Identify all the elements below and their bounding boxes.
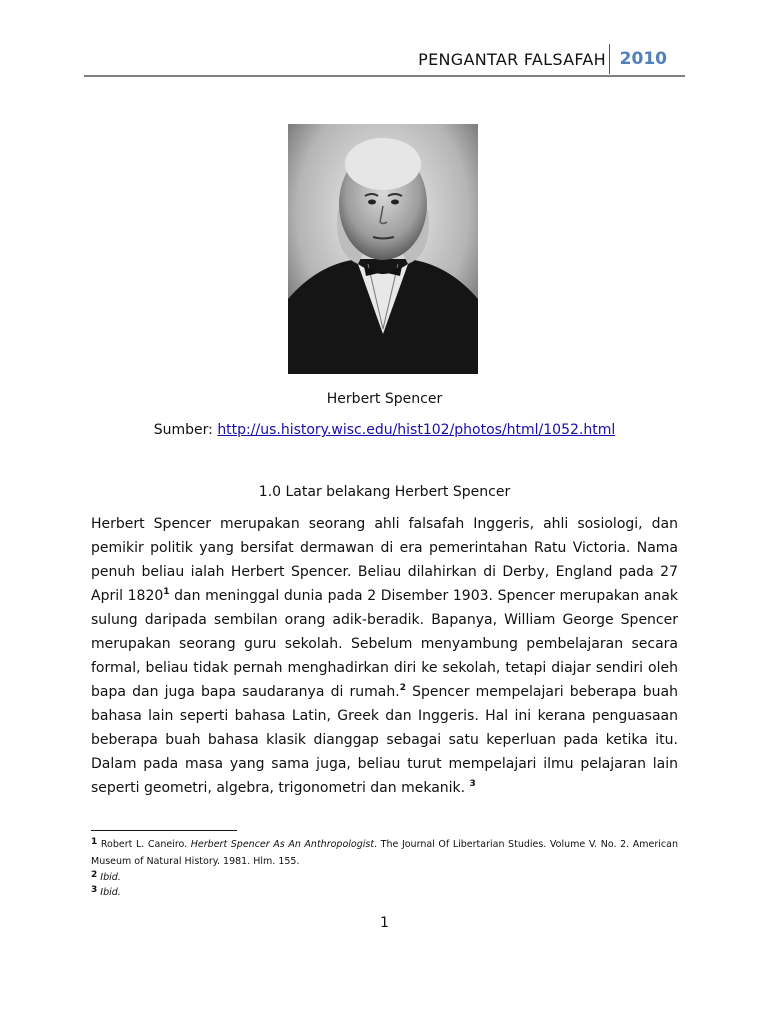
footnote-1 (91, 836, 678, 870)
footnote-separator (91, 830, 237, 831)
footnote-2 (91, 870, 678, 885)
page-number: 1 (380, 915, 389, 931)
footnote-1-number: 1 (91, 837, 98, 847)
body-text-part-3: Spencer mempelajari beberapa buah bahasa lain seperti bahasa Latin, Greek dan Inggeris. Hal ini kerana penguasaan beberapa buah bahasa klasik dianggap sebagai satu keperluan pada ketika itu. Dalam pada masa yang sama juga, beliau turut mempelajari ilmu pelajaran lain seperti geometri, algebra, trigonometri dan mekanik. (91, 684, 678, 796)
footnote-3-number: 3 (91, 885, 98, 895)
portrait-illustration (288, 124, 478, 374)
section-heading: 1.0 Latar belakang Herbert Spencer (258, 484, 511, 500)
footnote-2-number: 2 (91, 870, 98, 880)
footnote-ref-3[interactable]: 3 (469, 779, 476, 789)
page-header (84, 44, 685, 77)
footnote-ref-2[interactable]: 2 (399, 683, 406, 693)
footnote-3-text: Ibid. (97, 887, 121, 898)
header-divider (609, 44, 610, 74)
source-link[interactable]: http://us.history.wisc.edu/hist102/photos/html/1052.html (217, 422, 616, 438)
figure-source (84, 422, 685, 438)
body-text-part-1: Herbert Spencer merupakan seorang ahli falsafah Inggeris, ahli sosiologi, dan pemikir politik yang bersifat dermawan di era pemerintahan Ratu Victoria. Nama penuh beliau ialah Herbert Spencer. Beliau dilahirkan di Derby, England pada 27 April 1820 (91, 516, 678, 604)
body-text-part-2: dan meninggal dunia pada 2 Disember 1903. Spencer merupakan anak sulung daripada sembilan orang adik-beradik. Bapanya, William George Spencer merupakan seorang guru sekolah. Sebelum menyambung pembelajaran secara formal, beliau tidak pernah menghadirkan diri ke sekolah, tetapi diajar sendiri oleh bapa dan juga bapa saudaranya di rumah. (91, 588, 678, 700)
body-paragraph (91, 512, 678, 800)
footnote-1-rest: . The Journal Of Libertarian Studies. Volume V. No. 2. American Museum of Natural History. 1981. Hlm. 155. (91, 839, 678, 867)
header-year: 2010 (619, 49, 667, 69)
header-title: PENGANTAR FALSAFAH (418, 50, 606, 69)
figure-caption: Herbert Spencer (326, 391, 443, 407)
footnote-3 (91, 885, 678, 900)
footnote-1-author: Robert L. Caneiro. (97, 839, 191, 850)
footnote-ref-1[interactable]: 1 (163, 587, 170, 597)
footnotes (91, 836, 678, 900)
footnote-2-text: Ibid. (97, 872, 121, 883)
source-label: Sumber: (153, 422, 213, 438)
portrait-photo (288, 124, 478, 374)
footnote-1-title: Herbert Spencer As An Anthropologist (190, 839, 375, 850)
